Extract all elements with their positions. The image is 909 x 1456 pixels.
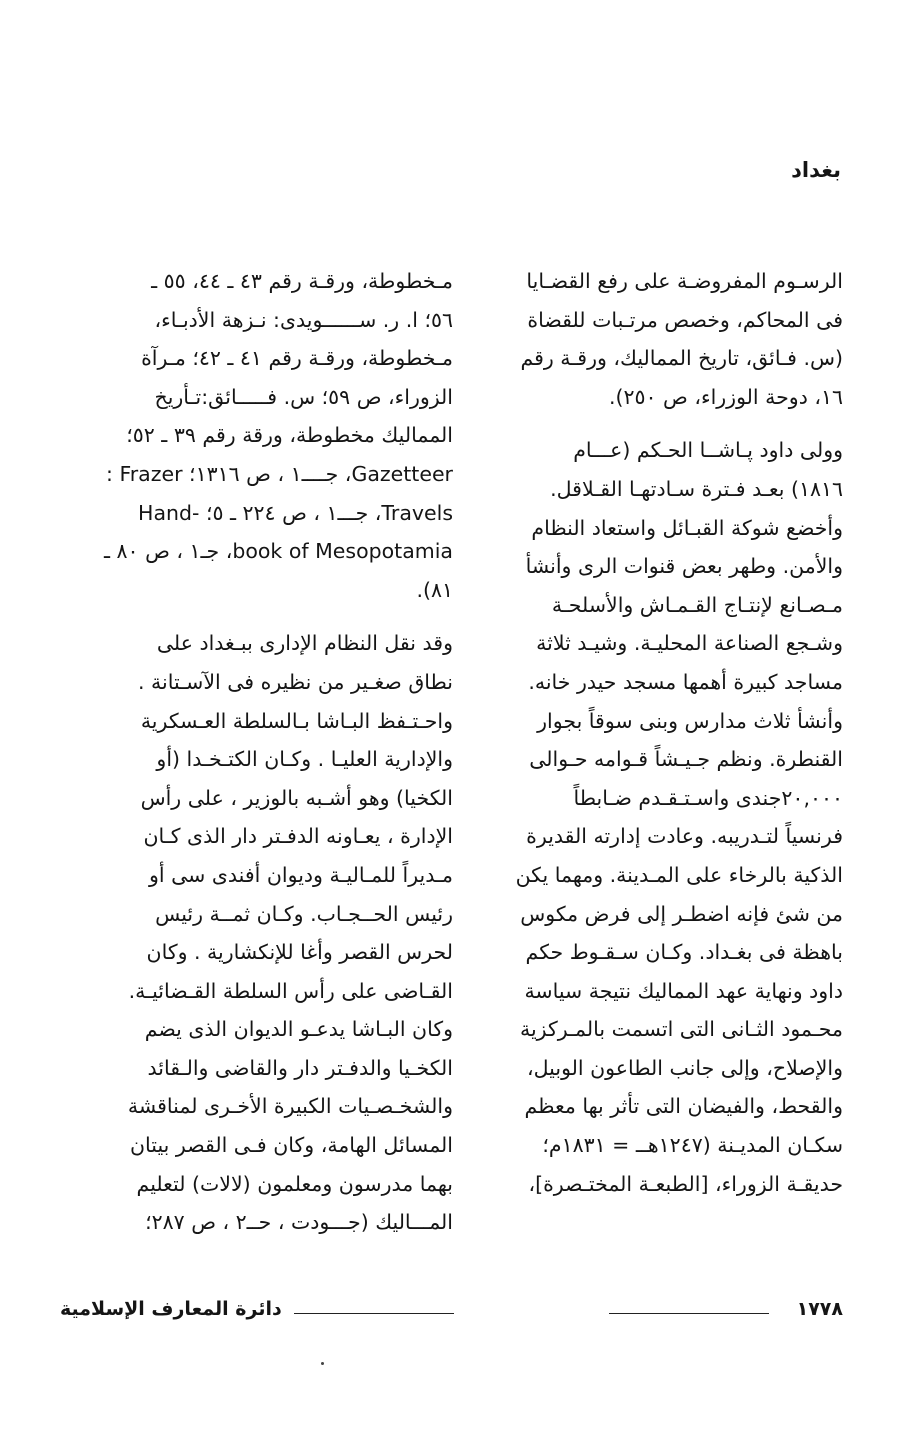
text-line: وولى داود پـاشــا الحـكم (عـــام [573, 438, 843, 463]
text-line: رئيس الحــجـاب. وكـان ثمــة رئيس [155, 901, 453, 926]
paragraph-administration [66, 624, 453, 1242]
text-line: فى المحاكم، وخصص مرتـبات للقضاة [527, 307, 843, 332]
text-line: القـاضى على رأس السلطة القـضائيـة. [128, 978, 453, 1003]
text-line: داود ونهاية عهد المماليك نتيجة سياسة [524, 978, 843, 1003]
text-line: والإصلاح، وإلى جانب الطاعون الوبيل، [527, 1055, 843, 1080]
text-line: محـمود الثـانى التى اتسمت بالمـركزية [519, 1017, 843, 1042]
paragraph-dawud-pasha [456, 431, 843, 1203]
page-footer [60, 1294, 843, 1324]
footer-rule [609, 1313, 769, 1314]
text-line: لحرس القصر وأغا للإنكشارية . وكان [146, 940, 453, 965]
text-line: الزوراء، ص ٥٩؛ س. فـــــائق:تـأريخ [154, 384, 453, 409]
paragraph-rates-fees [456, 262, 843, 416]
text-line: حديقـة الزوراء، [الطبعـة المختـصرة]، [528, 1171, 843, 1196]
left-column [66, 262, 453, 1242]
text-line: وقد نقل النظام الإدارى ببـغداد على [156, 631, 453, 656]
text-line: مساجد كبيرة أهمها مسجد حيدر خانه. [528, 669, 843, 694]
text-line: والشخـصـيات الكبيرة الأخـرى لمناقشة [127, 1094, 453, 1119]
text-line: ٨١). [416, 577, 453, 602]
text-line: ١٦، دوحة الوزراء، ص ٢٥٠). [608, 384, 843, 409]
text-line: الكخـيا والدفـتر دار والقاضى والـقائد [147, 1055, 453, 1080]
text-line: ١٨١٦) بعـد فـترة سـادتهـا القـلاقل. [550, 476, 843, 501]
text-line: من شئ فإنه اضطـر إلى فرض مكوس [520, 901, 843, 926]
text-line: الإدارة ، يعـاونه الدفـتر دار الذى كـان [143, 824, 453, 849]
text-line: الذكية بالرخاء على المـدينة. ومهما يكن [515, 862, 843, 887]
page-speck [321, 1362, 324, 1365]
text-line: المماليك مخطوطة، ورقة رقم ٣٩ ـ ٥٢؛ [126, 423, 453, 448]
text-line: نطاق صغـير من نظيره فى الآسـتانة . [137, 669, 453, 694]
text-line: المسائل الهامة، وكان فـى القصر بيتان [130, 1133, 453, 1158]
publication-title: دائرة المعارف الإسلامية [60, 1298, 282, 1320]
paragraph-references [66, 262, 453, 609]
text-line: مـصـانع لإنتـاج القـمـاش والأسلحـة [551, 592, 843, 617]
text-line: وكان البـاشا يدعـو الديوان الذى يضم [144, 1017, 453, 1042]
text-line: مـخطوطة، ورقـة رقم ٤١ ـ ٤٢؛ مـرآة [141, 346, 453, 371]
text-line: ٥٦؛ ا. ر. ســــــويدى: نـزهة الأدبـاء، [154, 307, 453, 332]
text-line: بهما مدرسون ومعلمون (لالات) لتعليم [136, 1171, 453, 1196]
text-line: والأمن. وطهر بعض قنوات الرى وأنشأ [525, 554, 843, 579]
page-number: ١٧٧٨ [796, 1298, 843, 1320]
text-line: وأنشأ ثلاث مدارس وبنى سوقاً بجوار [537, 708, 843, 733]
text-line: ٢٠,٠٠٠جندى واسـتـقـدم ضـابطاً [573, 785, 843, 810]
text-line: مـخطوطة، ورقـة رقم ٤٣ ـ ٤٤، ٥٥ ـ [151, 269, 453, 293]
text-line: وشـجع الصناعة المحليـة. وشيـد ثلاثة [536, 631, 843, 656]
text-line: الرسـوم المفروضـة على رفع القضـايا [526, 269, 843, 293]
text-line: والقحط، والفيضان التى تأثر بها معظم [524, 1094, 843, 1119]
text-line: سكـان المديـنة (١٢٤٧هــ = ١٨٣١م؛ [542, 1133, 843, 1158]
text-line: فرنسياً لتـدريبه. وعادت إدارته القديرة [526, 824, 843, 849]
text-line: مـديراً للمـاليـة وديوان أفندى سى أو [148, 862, 453, 887]
right-column [456, 262, 843, 1203]
text-line: وأخضع شوكة القبـائل واستعاد النظام [531, 515, 843, 540]
text-line: (س. فـائق، تاريخ المماليك، ورقـة رقم [520, 346, 843, 371]
text-line: Travels، جـــ١ ، ص ٢٢٤ ـ ٥؛ -Hand [138, 500, 453, 525]
text-line: القنطرة. ونظم جـيـشاً قـوامه حـوالى [529, 747, 843, 772]
running-head: بغداد [791, 158, 841, 182]
text-line: الكخيا) وهو أشـبه بالوزير ، على رأس [140, 785, 453, 810]
text-line: المـــاليك (جـــودت ، حــ٢ ، ص ٢٨٧؛ [145, 1210, 453, 1235]
text-line: باهظة فى بغـداد. وكـان سـقـوط حكم [525, 940, 843, 965]
footer-rule [294, 1313, 454, 1314]
text-line: واحـتـفظ البـاشا بـالسلطة العـسكرية [140, 708, 453, 733]
text-line: book of Mesopotamia، جـ١ ، ص ٨٠ ـ [103, 539, 453, 564]
text-line: والإدارية العليـا . وكـان الكتـخـدا (أو [156, 747, 453, 772]
text-line: Gazetteer، جــــ١ ، ص ١٣١٦؛ Frazer : [106, 461, 453, 486]
